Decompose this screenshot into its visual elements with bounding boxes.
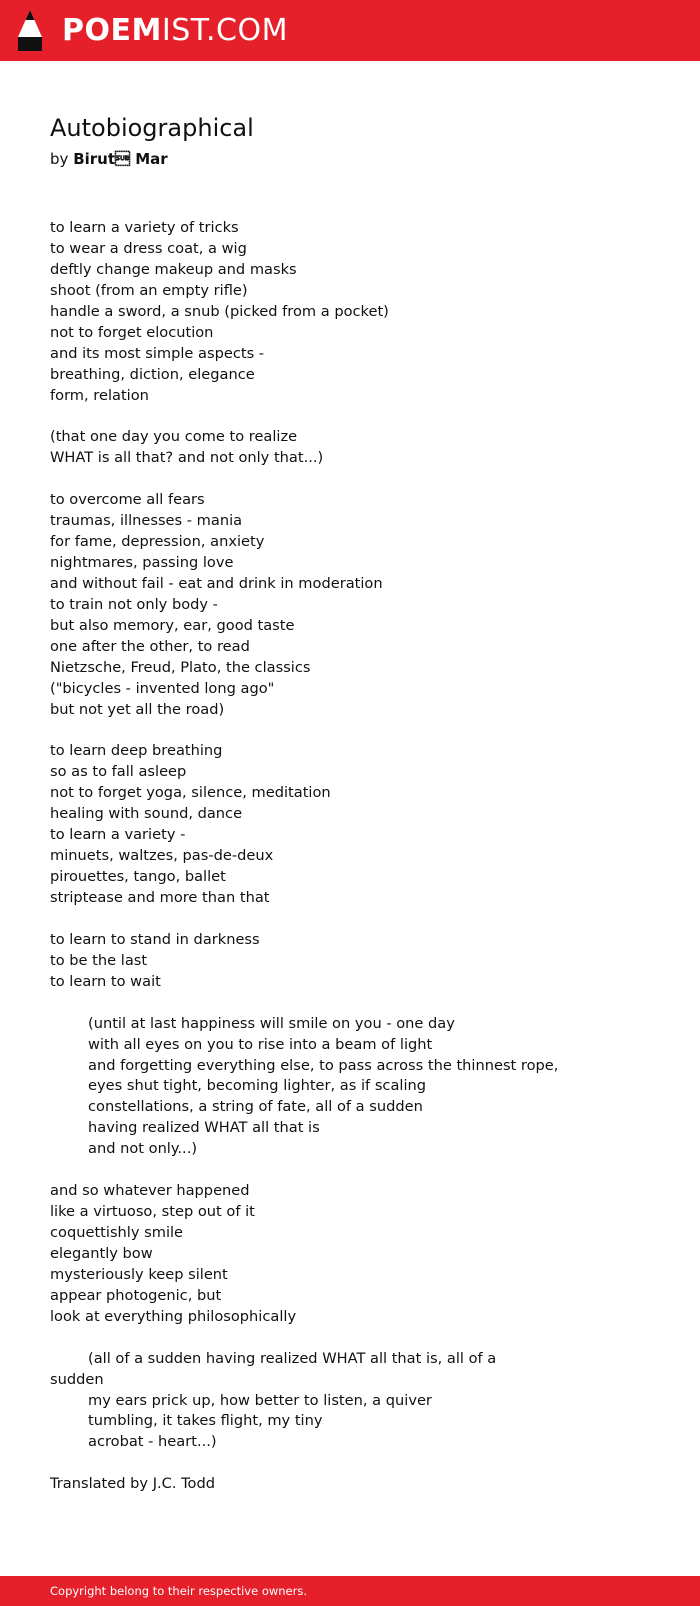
poem-line: pirouettes, tango, ballet (50, 868, 226, 886)
poem-line: healing with sound, dance (50, 805, 243, 823)
poem-line: but also memory, ear, good taste (50, 616, 295, 634)
poem-line: to wear a dress coat, a wig (50, 239, 247, 257)
author-link[interactable]: Birut Mar (73, 150, 168, 168)
poem-line: one after the other, to read (50, 637, 250, 655)
poem-line: not to forget yoga, silence, meditation (50, 784, 331, 802)
poem-line: to be the last (50, 951, 148, 969)
poem-line: and forgetting everything else, to pass across the thinnest rope, (88, 1056, 559, 1074)
poem-line: tumbling, it takes flight, my tiny (88, 1412, 323, 1430)
poem-line: and so whatever happened (50, 1182, 250, 1200)
poem-line: Translated by J.C. Todd (50, 1475, 216, 1493)
poem-line: and not only...) (88, 1140, 198, 1158)
poem-line: breathing, diction, elegance (50, 365, 255, 383)
stanza-break (50, 406, 650, 427)
poem-line: form, relation (50, 386, 149, 404)
poem-line: striptease and more than that (50, 889, 270, 906)
poem-line: minuets, waltzes, pas-de-deux (50, 847, 274, 865)
poem-line: sudden (50, 1370, 104, 1388)
poem-line: not to forget elocution (50, 323, 214, 341)
poem-line: traumas, illnesses - mania (50, 512, 243, 530)
stanza-break (50, 469, 650, 490)
poem-line: deftly change makeup and masks (50, 260, 297, 278)
stanza-break (50, 1160, 650, 1181)
poem-line: to learn to wait (50, 972, 161, 990)
poem-line: coquettishly smile (50, 1224, 184, 1241)
poem-line: constellations, a string of fate, all of a sudden (88, 1098, 423, 1116)
poem-line: but not yet all the road) (50, 700, 225, 718)
poem-body (50, 218, 650, 1495)
poem-line: WHAT is all that? and not only that...) (50, 449, 324, 467)
stanza-break (50, 1328, 650, 1349)
poem-line: my ears prick up, how better to listen, a quiver (88, 1391, 432, 1409)
poem-byline (50, 148, 168, 170)
poem-line: (until at last happiness will smile on you - one day (88, 1014, 455, 1032)
poem-line: to learn deep breathing (50, 742, 223, 760)
poem-line: appear photogenic, but (50, 1286, 222, 1304)
poem-line: having realized WHAT all that is (88, 1119, 320, 1137)
by-label: by (50, 150, 69, 168)
pencil-tip-icon (18, 10, 42, 51)
poem-line: for fame, depression, anxiety (50, 533, 265, 551)
poem-line: eyes shut tight, becoming lighter, as if scaling (88, 1077, 427, 1095)
stanza-break (50, 909, 650, 930)
poem-line: (that one day you come to realize (50, 428, 298, 446)
poem-line: like a virtuoso, step out of it (50, 1203, 255, 1221)
poem-line: to train not only body - (50, 595, 218, 613)
poem-line: look at everything philosophically (50, 1307, 297, 1325)
poem-line: nightmares, passing love (50, 554, 234, 571)
poem-line: ("bicycles - invented long ago" (50, 679, 275, 697)
poem-line: and its most simple aspects - (50, 344, 265, 362)
poem-title: Autobiographical (50, 114, 254, 142)
poem-line: to learn to stand in darkness (50, 930, 260, 948)
poem-line: (all of a sudden having realized WHAT all that is, all of a (88, 1349, 497, 1367)
brand-light: IST.COM (161, 13, 288, 48)
poem-line: handle a sword, a snub (picked from a pocket) (50, 302, 389, 320)
stanza-break (50, 993, 650, 1014)
poem-line: acrobat - heart...) (88, 1433, 217, 1451)
poem-line: elegantly bow (50, 1244, 153, 1262)
poem-line: Nietzsche, Freud, Plato, the classics (50, 658, 311, 676)
poem-line: mysteriously keep silent (50, 1265, 228, 1283)
copyright-text: Copyright belong to their respective owners. (50, 1584, 308, 1598)
poem-line: shoot (from an empty rifle) (50, 281, 248, 299)
poem-line: to learn a variety - (50, 826, 186, 844)
brand-bold: POEM (62, 13, 162, 48)
site-header (0, 0, 700, 61)
stanza-break (50, 721, 650, 742)
stanza-break (50, 1453, 650, 1474)
poem-line: with all eyes on you to rise into a beam of light (88, 1035, 433, 1053)
site-footer (0, 1576, 700, 1606)
poem-line: to overcome all fears (50, 491, 205, 509)
poem-line: to learn a variety of tricks (50, 219, 239, 236)
poem-line: so as to fall asleep (50, 763, 187, 781)
site-logo-text (62, 11, 288, 51)
poem-line: and without fail - eat and drink in moderation (50, 574, 383, 592)
